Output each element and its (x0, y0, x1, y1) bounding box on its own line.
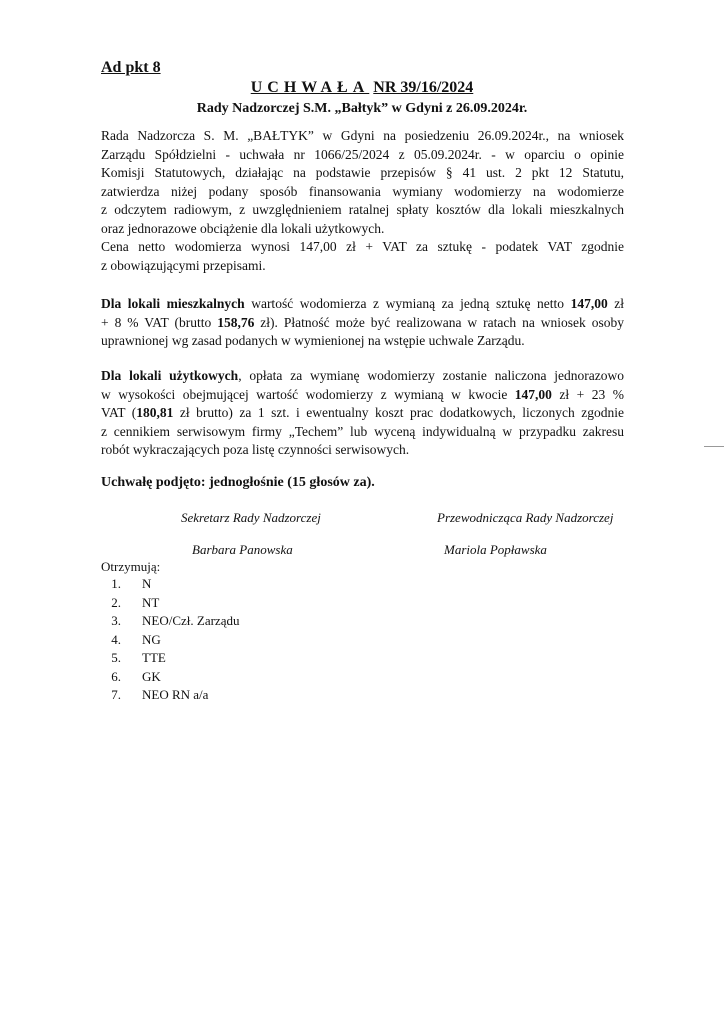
resolution-title-word: UCHWAŁA (250, 79, 370, 96)
text-run: VAT ( (101, 405, 137, 420)
list-number: 2. (111, 594, 121, 610)
intro-paragraph (101, 127, 624, 275)
residential-paragraph (101, 295, 624, 351)
secretary-name: Barbara Panowska (192, 542, 293, 557)
list-item (101, 631, 239, 650)
text-line: z cennikiem serwisowym firmy „Techem” lub wyceną indywidualną w przypadku zakresu (101, 423, 624, 439)
list-item (101, 649, 239, 668)
list-number: 4. (111, 631, 121, 647)
text-line: oraz jednorazowe obciążenie dla lokali użytkowych. (101, 220, 385, 236)
bold-text: 147,00 (514, 386, 552, 402)
text-line: z obowiązującymi przepisami. (101, 257, 266, 273)
list-item (101, 575, 239, 594)
page-margin-mark (704, 446, 724, 447)
text-run: zł brutto) za 1 szt. i ewentualny koszt prac dodatkowych, liczonych zgodnie (173, 405, 624, 420)
text-line (101, 404, 624, 423)
recipients-list (101, 575, 239, 705)
list-number: 1. (111, 576, 121, 591)
recipient-name: TTE (142, 650, 166, 665)
list-item (101, 668, 239, 687)
text-run: w wysokości obejmującej wartość wodomierzy z wymianą w kwocie (101, 386, 515, 402)
list-item (101, 594, 239, 613)
text-run: zł (607, 296, 624, 311)
text-line (101, 386, 624, 405)
text-line: zatwierdza niżej podany sposób finansowania wymiany wodomierzy na wodomierze (101, 183, 624, 199)
recipient-name: NEO/Czł. Zarządu (142, 613, 240, 628)
text-line: Zarządu Spółdzielni - uchwała nr 1066/25/2024 z 05.09.2024r. - w oparciu o opinie (101, 146, 624, 162)
bold-text: 180,81 (136, 405, 174, 420)
text-line (101, 314, 624, 333)
resolution-subtitle: Rady Nadzorczej S.M. „Bałtyk” w Gdyni z 26.09.2024r. (196, 101, 528, 116)
bold-text: Dla lokali użytkowych (101, 368, 239, 383)
agenda-item-label: Ad pkt 8 (101, 59, 161, 76)
list-number: 5. (111, 650, 121, 665)
bold-text: Dla lokali mieszkalnych (101, 296, 245, 311)
list-item (101, 686, 239, 705)
text-line: z odczytem radiowym, z uwzględnieniem ratalnej spłaty kosztów dla lokali mieszkalnych (101, 202, 624, 217)
bold-text: 158,76 (217, 314, 255, 330)
recipient-name: NG (142, 631, 161, 647)
text-line (101, 367, 624, 386)
text-run: wartość wodomierza z wymianą za jedną sztukę netto (244, 296, 571, 311)
recipient-name: NEO RN a/a (142, 687, 209, 702)
chair-role: Przewodnicząca Rady Nadzorczej (437, 510, 614, 525)
recipients-label: Otrzymują: (101, 559, 161, 574)
text-run: + 8 % VAT (brutto (101, 314, 218, 330)
recipient-name: GK (142, 668, 161, 684)
text-line: Rada Nadzorcza S. M. „BAŁTYK” w Gdyni na posiedzeniu 26.09.2024r., na wniosek (101, 128, 624, 143)
text-line (101, 295, 624, 314)
text-run: zł). Płatność może być realizowana w ratach na wniosek osoby (254, 314, 624, 330)
recipient-name: NT (142, 594, 160, 610)
text-line: robót wykraczających poza listę czynności serwisowych. (101, 442, 410, 457)
text-line: Komisji Statutowych, działając na podstawie przepisów § 41 ust. 2 pkt 12 Statutu, (101, 165, 624, 180)
text-run: , opłata za wymianę wodomierzy zostanie naliczona jednorazowo (238, 368, 625, 383)
recipient-name: N (142, 576, 152, 591)
secretary-role: Sekretarz Rady Nadzorczej (181, 510, 321, 525)
text-line: Cena netto wodomierza wynosi 147,00 zł + VAT za sztukę - podatek VAT zgodnie (101, 239, 624, 254)
vote-result: Uchwałę podjęto: jednogłośnie (15 głosów za). (101, 475, 375, 490)
list-number: 7. (111, 687, 121, 702)
bold-text: 147,00 (570, 296, 608, 311)
list-number: 6. (111, 668, 121, 684)
text-line: uprawnionej wg zasad podanych w wymienionej na wstępie uchwale Zarządu. (101, 333, 525, 348)
text-run: zł + 23 % (551, 386, 624, 402)
list-number: 3. (111, 613, 121, 628)
resolution-title (0, 79, 724, 97)
commercial-paragraph (101, 367, 624, 460)
list-item (101, 612, 239, 631)
chair-name: Mariola Popławska (444, 542, 547, 557)
resolution-number: NR 39/16/2024 (373, 79, 474, 96)
